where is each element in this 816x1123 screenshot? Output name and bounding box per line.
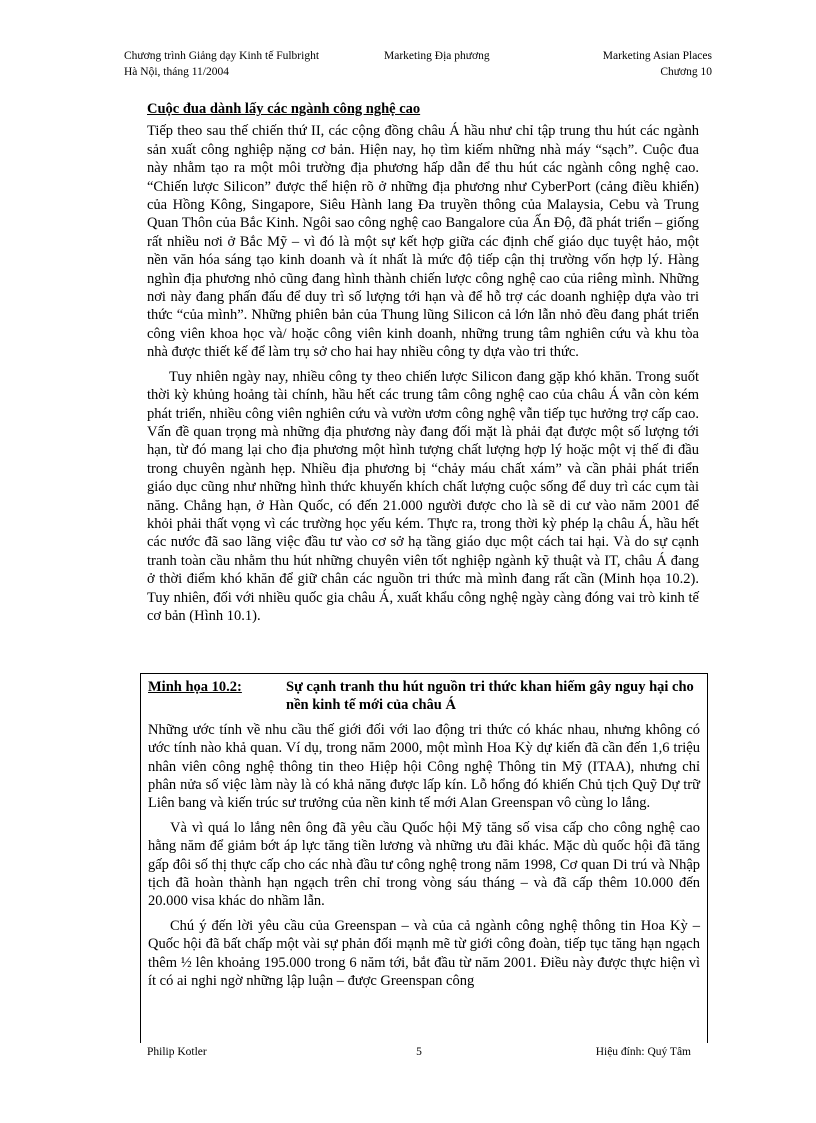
header-date: Hà Nội, tháng 11/2004 <box>124 66 229 78</box>
header-left <box>124 48 384 80</box>
illustration-title <box>148 678 700 715</box>
box-paragraph-3: Chú ý đến lời yêu cầu của Greenspan – và của cả ngành công nghệ thông tin Hoa Kỳ – Quốc hội đã bất chấp một vài sự phản đối mạnh mẽ từ giới công đoàn, tiếp tục tăng hạn ngạch thêm ½ lên khoảng 195.000 trong 6 năm tới, bắt đầu từ năm 2001. Điều này được thực hiện vì ít có ai nghi ngờ những lập luận – được Greenspan công <box>148 917 700 990</box>
page-header <box>124 48 712 80</box>
header-program: Chương trình Giảng dạy Kinh tế Fulbright <box>124 50 320 62</box>
header-book-title: Marketing Asian Places <box>602 50 712 62</box>
header-center: Marketing Địa phương <box>384 50 490 62</box>
header-chapter: Chương 10 <box>660 66 712 78</box>
illustration-heading: Sự cạnh tranh thu hút nguồn tri thức khan hiếm gây nguy hại cho nền kinh tế mới của châu Á <box>286 679 694 714</box>
footer-author: Philip Kotler <box>147 1046 207 1058</box>
main-content <box>147 100 699 631</box>
box-paragraph-2: Và vì quá lo lắng nên ông đã yêu cầu Quốc hội Mỹ tăng số visa cấp cho công nghệ cao hằng năm để giảm bớt áp lực tăng tiền lương và những ưu đãi khác. Mặc dù quốc hội đã tăng gấp đôi số thị thực cấp cho các nhà đầu tư công nghệ trong năm 1998, Cơ quan Di trú và Nhập tịch đã hoàn thành hạn ngạch trên chỉ trong vòng sáu tháng – và đã cấp thêm 10.000 đến 20.000 visa khác do nhầm lẫn. <box>148 819 700 910</box>
body-paragraph-2: Tuy nhiên ngày nay, nhiều công ty theo chiến lược Silicon đang gặp khó khăn. Trong suốt thời kỳ khủng hoảng tài chính, hầu hết các trung tâm công nghệ cao của châu Á vẫn còn kém phát triển, nhiều công viên nghiên cứu và vườn ươm công nghệ vẫn tiếp tục hưởng trợ cấp cao. Vấn đề quan trọng mà những địa phương này đang đối mặt là phải đạt được một số lượng tới hạn, từ đó mang lại cho địa phương một hình tượng chất lượng hợp lý hoặc một vị thế đi đầu trong chuyên ngành hẹp. Nhiều địa phương bị “chảy máu chất xám” và cần phải phát triển giáo dục cũng như những hình thức khuyến khích chất lượng cuộc sống để duy trì các cụm tài năng. Chẳng hạn, ở Hàn Quốc, có đến 21.000 người được cho là sẽ di cư vào năm 2001 để khỏi phải thất vọng vì các trường học yếu kém. Thực ra, trong thời kỳ phép lạ châu Á, hầu hết các nước đã sao lãng việc đầu tư vào cơ sở hạ tầng giáo dục một cách tai hại. Và do sự cạnh tranh toàn cầu nhằm thu hút những chuyên viên tốt nghiệp ngành kỹ thuật và IT, châu Á đang ở thời điểm khó khăn để giữ chân các nguồn tri thức mà mình đang rất cần (Minh họa 10.2). Tuy nhiên, đối với nhiều quốc gia châu Á, xuất khẩu công nghệ ngày càng đóng vai trò kinh tế cơ bản (Hình 10.1). <box>147 368 699 624</box>
box-paragraph-1: Những ước tính về nhu cầu thế giới đối với lao động tri thức có khác nhau, nhưng không có ước tính nào khả quan. Ví dụ, trong năm 2000, một mình Hoa Kỳ dự kiến đã cần đến 1,6 triệu nhân viên công nghệ thông tin theo Hiệp hội Công nghệ Thông tin Mỹ (ITAA), nhưng chỉ phân nửa số việc làm này là có khả năng được lấp kín. Lỗ hổng đó khiến Chủ tịch Quỹ Dự trữ Liên bang và kiến trúc sư trưởng của nền kinh tế mới Alan Greenspan vô cùng lo lắng. <box>148 721 700 812</box>
footer-editor: Hiệu đính: Quý Tâm <box>595 1046 691 1058</box>
body-paragraph-1: Tiếp theo sau thế chiến thứ II, các cộng đồng châu Á hầu như chỉ tập trung thu hút các ngành sản xuất công nghiệp nặng cơ bản. Hiện nay, họ tìm kiếm những nhà máy “sạch”. Cuộc đua này nhằm tạo ra một môi trường địa phương hấp dẫn để thu hút các ngành công nghệ cao. “Chiến lược Silicon” được thể hiện rõ ở những địa phương như CyberPort (cảng điều khiển) của Hồng Kông, Singapore, Siêu Hành lang Đa truyền thông của Malaysia, Cebu và Trung Quan Thôn của Bắc Kinh. Ngôi sao công nghệ cao Bangalore của Ấn Độ, đã phát triển – giống rất nhiều nơi ở Bắc Mỹ – vì đó là một sự kết hợp giữa các định chế giáo dục tuyệt hảo, một nền văn hóa sáng tạo kinh doanh và ít nhất là mức độ tiếp cận thị trường vốn hợp lý. Hàng nghìn địa phương nhỏ cũng đang hình thành chiến lược công nghệ cao của riêng mình. Những nơi này đang phấn đấu để duy trì số lượng tới hạn và để hỗ trợ các doanh nghiệp dựa vào tri thức “của mình”. Những phiên bản của Thung lũng Silicon cả lớn lẫn nhỏ đều đang phát triển công viên khoa học và/ hoặc công viên kinh doanh, những trung tâm nghiên cứu và khu tòa nhà được thiết kế để làm trụ sở cho hai hay nhiều công ty dựa vào tri thức. <box>147 123 699 361</box>
section-heading: Cuộc đua dành lấy các ngành công nghệ cao <box>147 101 421 117</box>
page-footer <box>147 1046 691 1058</box>
illustration-label: Minh họa 10.2: <box>148 679 242 695</box>
header-right <box>534 48 712 80</box>
illustration-box <box>140 673 708 1043</box>
page-number: 5 <box>416 1046 422 1058</box>
